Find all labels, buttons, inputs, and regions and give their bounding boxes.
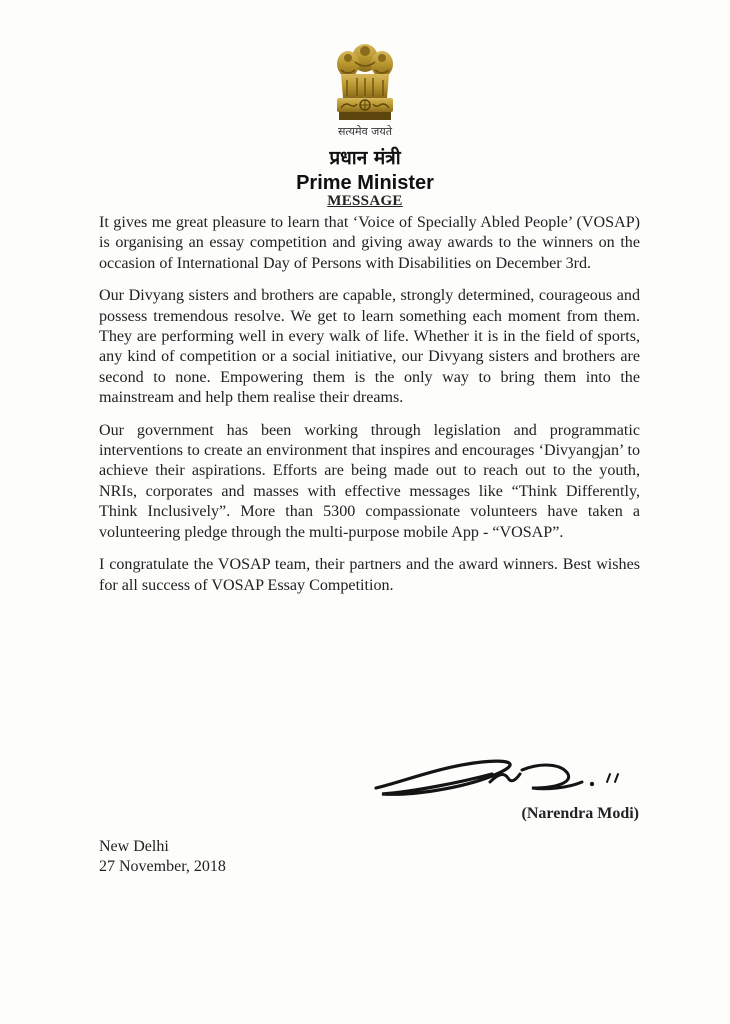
signatory-name: (Narendra Modi) xyxy=(521,805,639,822)
message-body xyxy=(99,213,640,608)
paragraph-1: It gives me great pleasure to learn that ‘Voice of Specially Abled People’ (VOSAP) is organising an essay competition and giving away awards to the winners on the occasion of International Day of Persons with Disabilities on December 3rd. xyxy=(99,214,640,272)
paragraph-4: I congratulate the VOSAP team, their partners and the award winners. Best wishes for all success of VOSAP Essay Competition. xyxy=(99,556,640,594)
date-of-issue: 27 November, 2018 xyxy=(99,858,226,875)
paragraph-2: Our Divyang sisters and brothers are capable, strongly determined, courageous and possess tremendous resolve. We get to learn something each moment from them. They are performing well in every walk of life. Whether it is in the field of sports, any kind of competition or a social initiative, our Divyang sisters and brothers are second to none. Empowering them is the only way to bring them into the mainstream and help them realise their dreams. xyxy=(99,287,640,407)
office-title-english: Prime Minister xyxy=(296,172,434,194)
office-title-hindi: प्रधान मंत्री xyxy=(329,147,401,169)
national-motto: सत्यमेव जयते xyxy=(337,125,392,138)
place-of-issue: New Delhi xyxy=(99,838,169,855)
national-emblem-icon xyxy=(327,38,403,138)
paragraph-3: Our government has been working through legislation and programmatic interventions to create an environment that inspires and encourages ‘Divyangjan’ to achieve their aspirations. Efforts are being made out to reach out to the youth, NRIs, corporates and masses with effective messages like “Think Differently, Think Inclusively”. More than 5300 compassionate volunteers have taken a volunteering pledge through the multi-purpose mobile App - “VOSAP”. xyxy=(99,421,640,541)
document-heading: MESSAGE xyxy=(327,193,403,209)
handwritten-signature xyxy=(372,752,628,800)
